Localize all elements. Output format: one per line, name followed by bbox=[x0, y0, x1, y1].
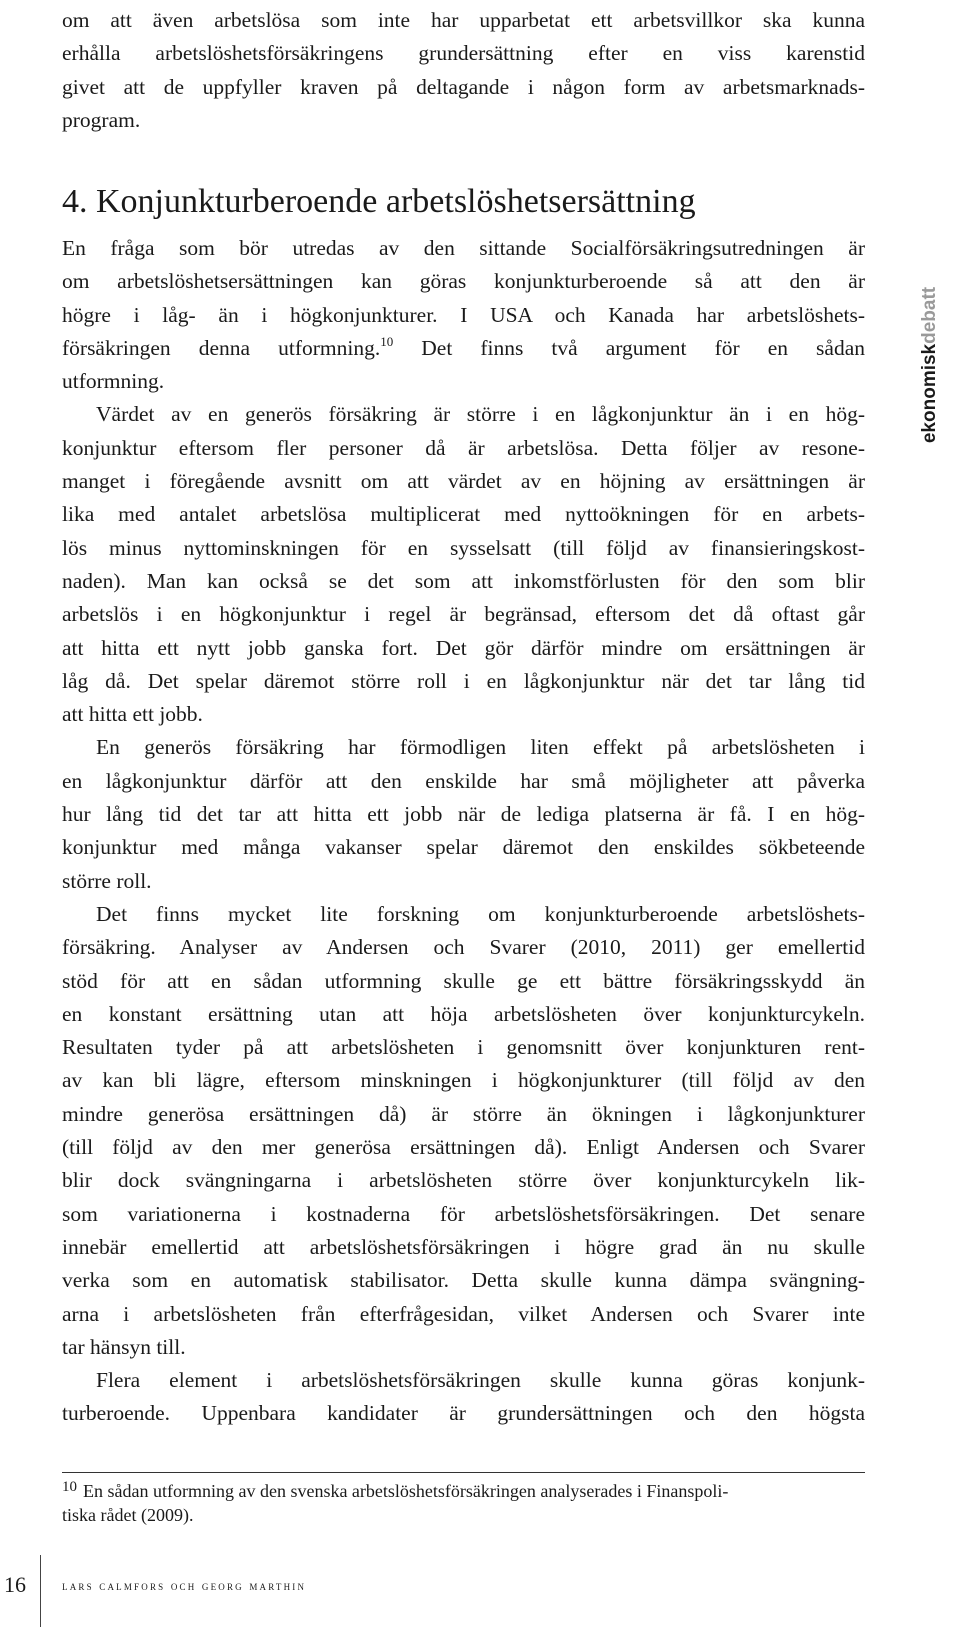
text-line: program. bbox=[62, 107, 141, 132]
text-line-with-footnote-ref bbox=[62, 332, 865, 365]
text-line: högre i låg- än i högkonjunkturer. I USA och Kanada har arbetslöshets- bbox=[62, 302, 865, 327]
text-line: av kan bli lägre, eftersom minskningen i högkonjunkturer (till följd av den bbox=[62, 1068, 865, 1093]
section-body bbox=[62, 232, 865, 1431]
section-heading: 4. Konjunkturberoende arbetslöshetsersättning bbox=[62, 183, 696, 220]
text-line: arbetslös i en högkonjunktur i regel är begränsad, eftersom det då oftast går bbox=[62, 602, 865, 627]
running-footer-authors: lars calmfors och georg marthin bbox=[62, 1578, 307, 1593]
text-line: givet att de uppfyller kraven på deltagande i någon form av arbetsmarknads- bbox=[62, 74, 865, 99]
text-fragment: försäkringen denna utformning. bbox=[62, 335, 381, 360]
footnote bbox=[62, 1475, 865, 1527]
footnote-number: 10 bbox=[62, 1479, 77, 1495]
intro-paragraph bbox=[62, 4, 865, 137]
text-line: utformning. bbox=[62, 369, 165, 394]
text-line: verka som en automatisk stabilisator. Detta skulle kunna dämpa svängning- bbox=[62, 1268, 865, 1293]
text-line: blir dock svängningarna i arbetslösheten större över konjunkturcykeln lik- bbox=[62, 1168, 865, 1193]
text-line: en lågkonjunktur därför att den enskilde har små möjligheter att påverka bbox=[62, 768, 865, 793]
text-line: om arbetslöshetsersättningen kan göras konjunkturberoende så att den är bbox=[62, 269, 865, 294]
text-line: naden). Man kan också se det som att inkomstförlusten för den som blir bbox=[62, 568, 865, 593]
text-line: en konstant ersättning utan att höja arbetslösheten över konjunkturcykeln. bbox=[62, 1001, 865, 1026]
text-line: att hitta ett jobb. bbox=[62, 702, 203, 727]
text-line: En generös försäkring har förmodligen liten effekt på arbetslösheten i bbox=[96, 735, 865, 760]
journal-side-tag bbox=[917, 270, 943, 460]
text-line: (till följd av den mer generösa ersättningen då). Enligt Andersen och Svarer bbox=[62, 1135, 865, 1160]
text-line: hur lång tid det tar att hitta ett jobb när de lediga platserna är få. I en hög- bbox=[62, 802, 865, 827]
footnote-reference[interactable]: 10 bbox=[380, 333, 394, 349]
text-line: lös minus nyttominskningen för en sysselsatt (till följd av finansieringskost- bbox=[62, 535, 865, 560]
text-line: konjunktur med många vakanser spelar däremot den enskildes sökbeteende bbox=[62, 835, 865, 860]
text-line: erhålla arbetslöshetsförsäkringens grundersättning efter en viss karenstid bbox=[62, 41, 865, 66]
footnote-line bbox=[62, 1475, 865, 1503]
text-line: om att även arbetslösa som inte har upparbetat ett arbetsvillkor ska kunna bbox=[62, 8, 865, 32]
text-line: innebär emellertid att arbetslöshetsförsäkringen i högre grad än nu skulle bbox=[62, 1234, 865, 1259]
text-line: arna i arbetslösheten från efterfrågesidan, vilket Andersen och Svarer inte bbox=[62, 1301, 865, 1326]
footnote-line: tiska rådet (2009). bbox=[62, 1505, 194, 1525]
text-line: stöd för att en sådan utformning skulle ge ett bättre försäkringsskydd än bbox=[62, 968, 865, 993]
text-line: Värdet av en generös försäkring är större i en lågkonjunktur än i en hög- bbox=[96, 402, 865, 427]
journal-name-part-1: ekonomisk bbox=[919, 343, 940, 444]
journal-name bbox=[919, 287, 941, 443]
text-line: som variationerna i kostnaderna för arbetslöshetsförsäkringen. Det senare bbox=[62, 1201, 865, 1226]
footnote-divider bbox=[62, 1472, 865, 1473]
text-line: turberoende. Uppenbara kandidater är grundersättningen och den högsta bbox=[62, 1401, 865, 1426]
text-line: tar hänsyn till. bbox=[62, 1334, 186, 1359]
text-line: lika med antalet arbetslösa multiplicerat med nyttoökningen för en arbets- bbox=[62, 502, 865, 527]
footnote-text: En sådan utformning av den svenska arbetslöshetsförsäkringen analyserades i Finanspoli- bbox=[83, 1481, 729, 1501]
text-line: mindre generösa ersättningen då) är större än ökningen i lågkonjunkturer bbox=[62, 1101, 865, 1126]
journal-name-part-2: debatt bbox=[919, 286, 940, 344]
text-line: En fråga som bör utredas av den sittande Socialförsäkringsutredningen är bbox=[62, 236, 865, 260]
text-line: försäkring. Analyser av Andersen och Svarer (2010, 2011) ger emellertid bbox=[62, 935, 865, 960]
text-fragment: Det finns två argument för en sådan bbox=[393, 335, 865, 360]
text-line: Det finns mycket lite forskning om konjunkturberoende arbetslöshets- bbox=[96, 901, 865, 926]
text-line: konjunktur eftersom fler personer då är arbetslösa. Detta följer av resone- bbox=[62, 435, 865, 460]
text-line: manget i föregående avsnitt om att värdet av en höjning av ersättningen är bbox=[62, 469, 865, 494]
text-line: låg då. Det spelar däremot större roll i en lågkonjunktur när det tar lång tid bbox=[62, 668, 865, 693]
footer-divider bbox=[40, 1555, 41, 1627]
text-line: Flera element i arbetslöshetsförsäkringen skulle kunna göras konjunk- bbox=[96, 1368, 865, 1393]
text-line: större roll. bbox=[62, 868, 152, 893]
text-line: att hitta ett nytt jobb ganska fort. Det gör därför mindre om ersättningen är bbox=[62, 635, 865, 660]
text-line: Resultaten tyder på att arbetslösheten i genomsnitt över konjunkturen rent- bbox=[62, 1035, 865, 1060]
page-number: 16 bbox=[4, 1572, 26, 1597]
